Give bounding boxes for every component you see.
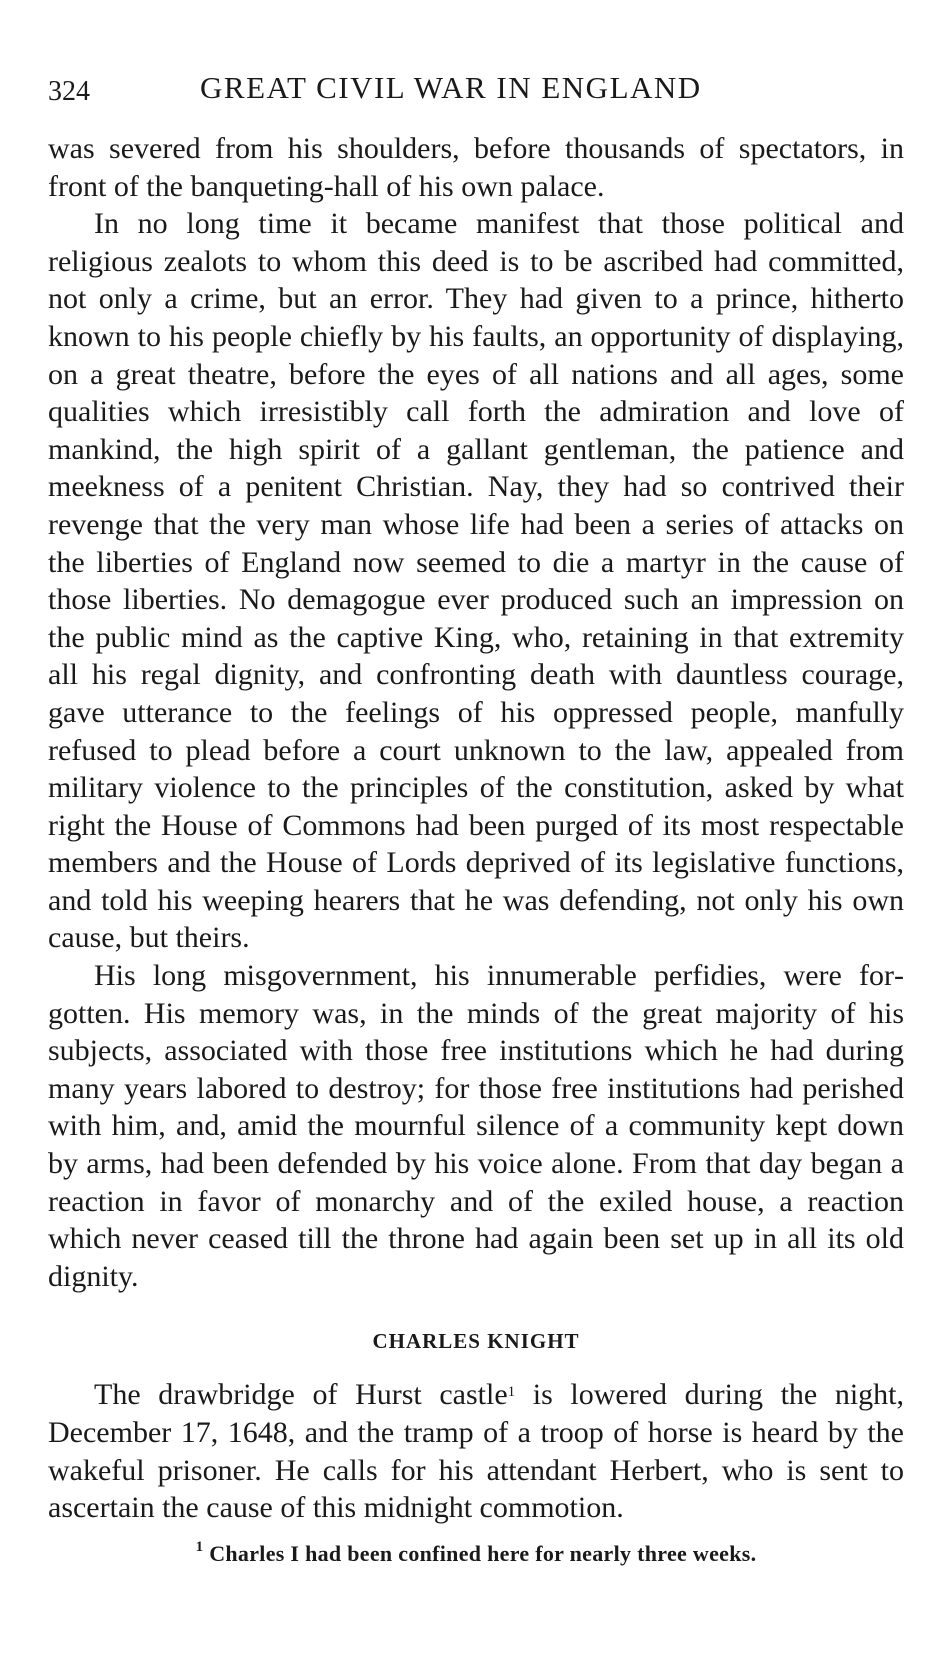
book-page <box>48 70 904 1567</box>
footnote-reference: 1 <box>507 1384 516 1401</box>
footnote-text: Charles I had been confined here for nearly three weeks. <box>203 1540 757 1566</box>
paragraph-misgovernment: His long misgovernment, his innumerable perfidies, were forgotten. His memory was, in the minds of the great majority of his subjects, associated with those free institutions which he had during many years labored to destroy; for those free institutions had perished with him, and, amid the mournful silence of a community kept down by arms, had been defended by his voice alone. From that day began a reaction in favor of monarchy and of the exiled house, a reaction which never ceased till the throne had again been set up in all its old dignity. <box>48 959 904 1293</box>
paragraph-political-zealots: In no long time it became manifest that those political and religious zealots to whom this deed is to be ascribed had committed, not only a crime, but an error. They had given to a prince, hitherto known to his people chiefly by his faults, an opportunity of displaying, on a great theatre, before the eyes of all nations and all ages, some qualities which irresistibly call forth the admiration and love of mankind, the high spirit of a gallant gentleman, the patience and meekness of a penitent Christian. Nay, they had so contrived their revenge that the very man whose life had been a series of attacks on the liberties of England now seemed to die a martyr in the cause of those liberties. No demagogue ever produced such an impression on the public mind as the captive King, who, retaining in that extremity all his regal dignity, and confronting death with dauntless courage, gave utterance to the feelings of his oppressed people, manfully refused to plead before a court unknown to the law, appealed from military violence to the principles of the constitution, asked by what right the House of Commons had been purged of its most respectable members and the House of Lords deprived of its legislative functions, and told his weeping hearers that he was defending, not only his own cause, but theirs. <box>48 207 904 955</box>
section-heading: CHARLES KNIGHT <box>372 1329 580 1354</box>
page-number: 324 <box>48 76 90 107</box>
paragraph-hurst-castle <box>48 1376 904 1526</box>
paragraph-hurst-castle-rest: is lowered during the night, December 17, 1648, and the tramp of a troop of horse is heard by the wakeful prisoner. He calls for his attendant Herbert, who is sent to ascertain the cause of this midnight commotion. <box>48 1378 904 1525</box>
paragraph-continued: was severed from his shoulders, before thousands of spectators, in front of the banqueting-hall of his own palace. <box>48 132 904 203</box>
footnote <box>48 1538 904 1567</box>
footnote-marker: 1 <box>195 1538 204 1555</box>
paragraph-hurst-castle-start: The drawbridge of Hurst castle <box>94 1378 508 1412</box>
running-title: GREAT CIVIL WAR IN ENGLAND <box>200 70 702 105</box>
running-head <box>48 70 904 118</box>
